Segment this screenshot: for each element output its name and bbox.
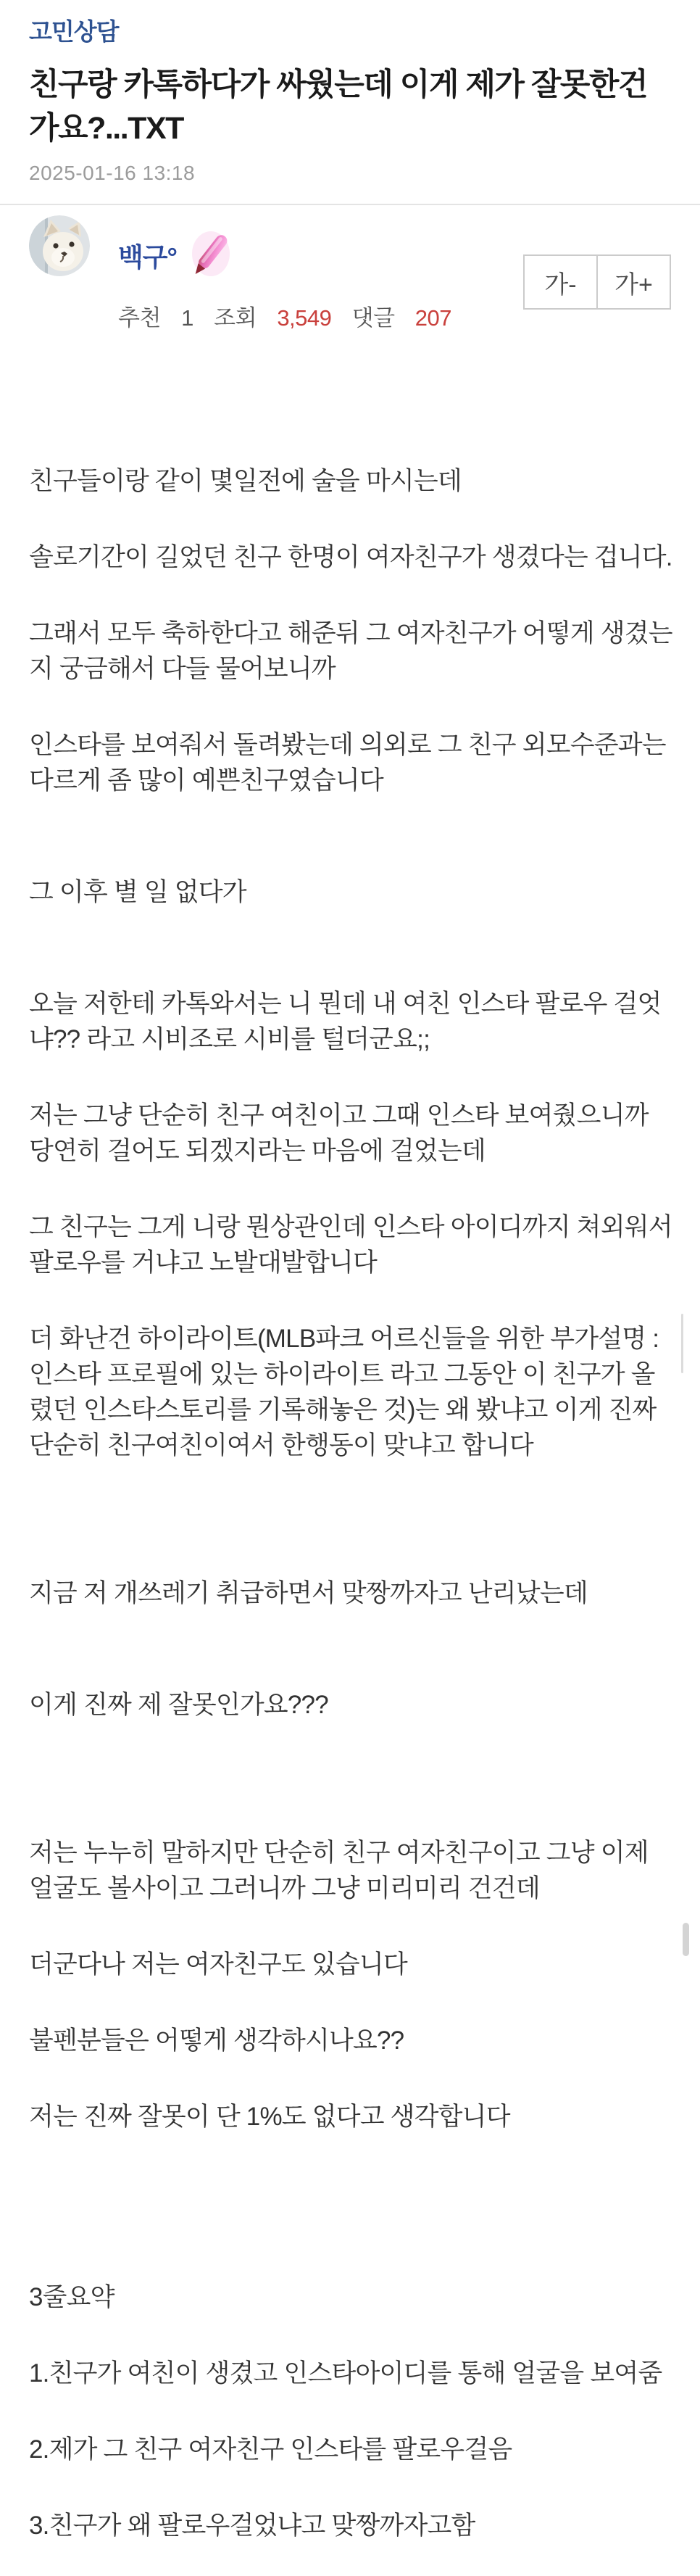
post-paragraph: 솔로기간이 길었던 친구 한명이 여자친구가 생겼다는 겁니다.: [29, 543, 672, 571]
scrollbar-thumb[interactable]: [683, 1923, 689, 1956]
post-paragraph: 그 친구는 그게 니랑 뭔상관인데 인스타 아이디까지 쳐외워서 팔로우를 거냐고 노발대발합니다: [29, 1213, 672, 1277]
post-paragraph: 더군다나 저는 여자친구도 있습니다: [29, 1950, 407, 1979]
post-date: 2025-01-16 13:18: [29, 162, 196, 184]
post-paragraph: 이게 진짜 제 잘못인가요???: [29, 1691, 328, 1719]
post-body: [0, 463, 700, 2543]
post-paragraph: 저는 진짜 잘못이 단 1%도 없다고 생각합니다: [29, 2103, 510, 2131]
font-decrease-button[interactable]: 가-: [523, 254, 598, 310]
post-paragraph: 저는 그냥 단순히 친구 여친이고 그때 인스타 보여줬으니까 당연히 걸어도 되겠지라는 마음에 걸었는데: [29, 1101, 649, 1165]
post-paragraph: 3줄요약: [29, 2283, 114, 2311]
post-stats: [118, 299, 451, 332]
views-count: 3,549: [277, 305, 332, 331]
post-paragraph: 더 화난건 하이라이트(MLB파크 어르신들을 위한 부가설명 :인스타 프로필에 있는 하이라이트 라고 그동안 이 친구가 올렸던 인스타스토리를 기록해놓은 것)는 왜 봤냐고 이게 진짜 단순히 친구여친이여서 한행동이 맞냐고 합니다: [29, 1325, 659, 1459]
recommend-count: 1: [181, 305, 193, 331]
scrollbar-track-mark: [681, 1314, 683, 1373]
post-paragraph: 3.친구가 왜 팔로우걸었냐고 맞짱까자고함: [29, 2511, 475, 2540]
comments-label: 댓글: [351, 305, 395, 331]
font-size-controls: [523, 254, 671, 310]
post-paragraph: 인스타를 보여줘서 돌려봤는데 의외로 그 친구 외모수준과는 다르게 좀 많이 예쁜친구였습니다: [29, 731, 666, 795]
views-label: 조회: [214, 305, 257, 331]
author-row: [0, 205, 700, 331]
post-paragraph: 그 이후 별 일 없다가: [29, 878, 246, 906]
post-paragraph: 오늘 저한테 카톡와서는 니 뭔데 내 여친 인스타 팔로우 걸엇냐?? 라고 시비조로 시비를 털더군요;;: [29, 990, 662, 1053]
post-header: [0, 0, 700, 185]
board-category-link[interactable]: 고민상담: [29, 18, 119, 45]
author-avatar[interactable]: [29, 215, 90, 276]
post-title: 친구랑 카톡하다가 싸웠는데 이게 제가 잘못한건가요?...TXT: [29, 67, 647, 146]
post-paragraph: 그래서 모두 축하한다고 해준뒤 그 여자친구가 어떻게 생겼는지 궁금해서 다들 물어보니까: [29, 619, 672, 683]
post-paragraph: 불펜분들은 어떻게 생각하시나요??: [29, 2026, 404, 2055]
post-paragraph: 저는 누누히 말하지만 단순히 친구 여자친구이고 그냥 이제 얼굴도 볼사이고 그러니까 그냥 미리미리 건건데: [29, 1839, 649, 1902]
post-paragraph: 친구들이랑 같이 몇일전에 술을 마시는데: [29, 467, 462, 495]
post-paragraph: 2.제가 그 친구 여자친구 인스타를 팔로우걸음: [29, 2435, 512, 2464]
post-paragraph: 지금 저 개쓰레기 취급하면서 맞짱까자고 난리났는데: [29, 1579, 588, 1607]
recommend-label: 추천: [118, 305, 161, 331]
font-increase-button[interactable]: 가+: [596, 254, 671, 310]
post-paragraph: 1.친구가 여친이 생겼고 인스타아이디를 통해 얼굴을 보여줌: [29, 2359, 662, 2387]
pink-lightstick-icon: [188, 228, 232, 282]
author-info: [118, 215, 451, 332]
white-dog-avatar-icon: [29, 215, 90, 276]
comments-count: 207: [414, 305, 452, 331]
author-name[interactable]: 백구°: [118, 241, 177, 272]
